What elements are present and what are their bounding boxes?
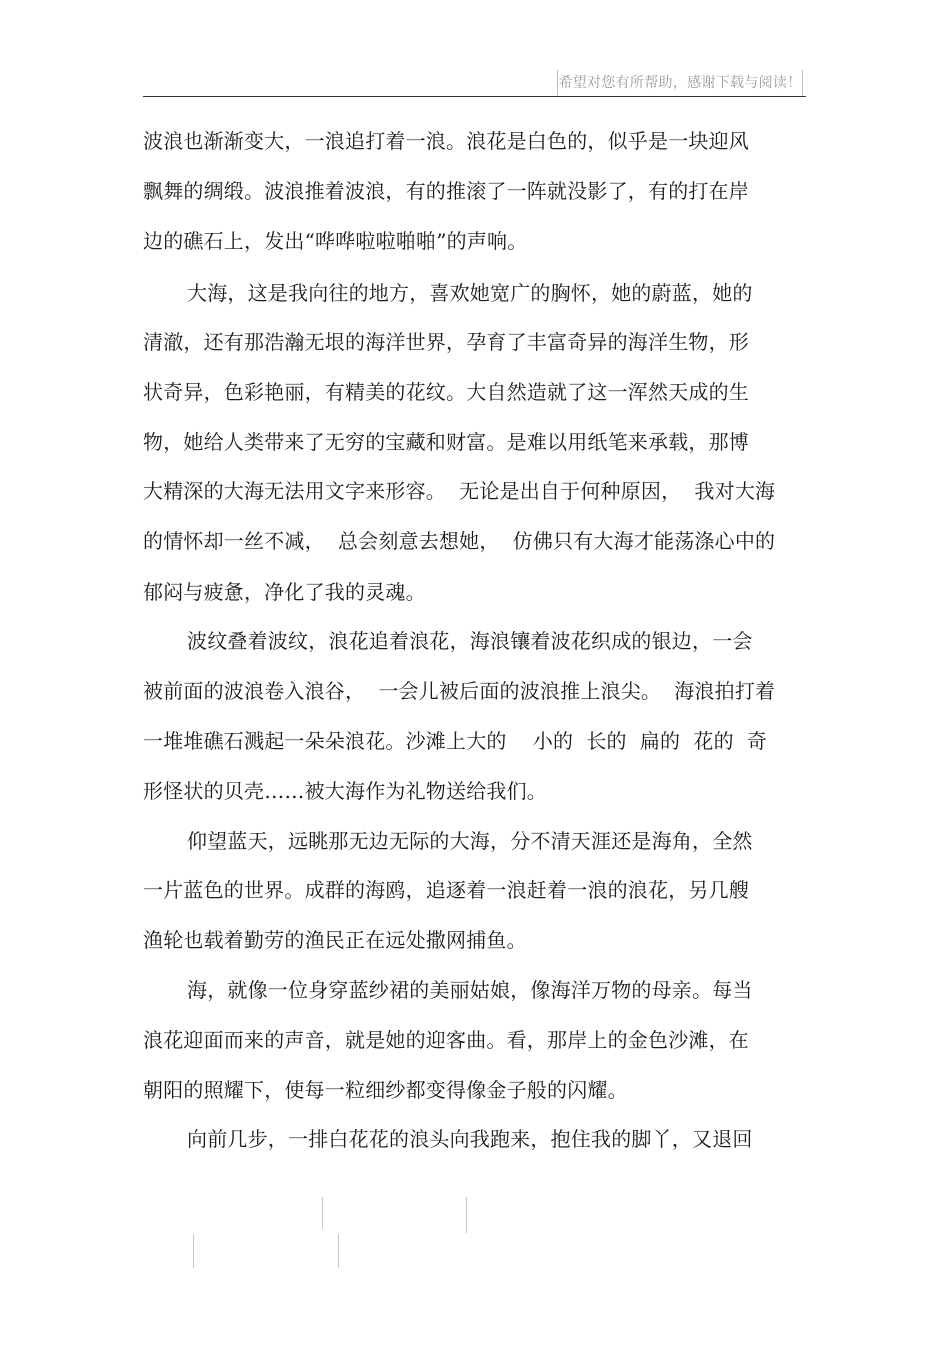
text-line: 状奇异，色彩艳丽，有精美的花纹。大自然造就了这一浑然天成的生 [143, 380, 749, 404]
text-line: 物，她给人类带来了无穷的宝藏和财富。是难以用纸笔来承载，那博 [143, 430, 749, 454]
text-line: 清澈，还有那浩瀚无垠的海洋世界，孕育了丰富奇异的海洋生物，形 [143, 330, 749, 354]
text-line: 飘舞的绸缎。波浪推着波浪，有的推滚了一阵就没影了，有的打在岸 [143, 179, 749, 203]
text-line: 郁闷与疲惫，净化了我的灵魂。 [143, 580, 426, 604]
scan-artifact-mark [322, 1197, 323, 1229]
text-line: 波浪也渐渐变大，一浪追打着一浪。浪花是白色的，似乎是一块迎风 [143, 129, 749, 153]
text-line: 朝阳的照耀下，使每一粒细纱都变得像金子般的闪耀。 [143, 1078, 628, 1102]
text-line: 形怪状的贝壳……被大海作为礼物送给我们。 [143, 779, 547, 803]
text-line: 一片蓝色的世界。成群的海鸥，追逐着一浪赶着一浪的浪花，另几艘 [143, 878, 749, 902]
text-line: 浪花迎面而来的声音，就是她的迎客曲。看，那岸上的金色沙滩，在 [143, 1028, 749, 1052]
header-note: 希望对您有所帮助，感谢下载与阅读！ [557, 70, 803, 96]
scan-artifact-mark [338, 1234, 339, 1268]
text-line: 边的礁石上，发出“哗哗啦啦啪啪”的声响。 [143, 229, 528, 253]
text-line: 的情怀却一丝不减， 总会刻意去想她， 仿佛只有大海才能荡涤心中的 [143, 529, 776, 553]
text-line: 大精深的大海无法用文字来形容。 无论是出自于何种原因， 我对大海 [143, 479, 776, 503]
text-line: 渔轮也载着勤劳的渔民正在远处撒网捕鱼。 [143, 928, 527, 952]
scan-artifact-mark [193, 1234, 194, 1268]
scan-artifact-mark [466, 1197, 467, 1233]
text-line: 大海，这是我向往的地方，喜欢她宽广的胸怀，她的蔚蓝，她的 [187, 281, 753, 305]
text-line: 被前面的波浪卷入浪谷， 一会儿被后面的波浪推上浪尖。 海浪拍打着 [143, 679, 776, 703]
text-line: 向前几步，一排白花花的浪头向我跑来，抱住我的脚丫，又退回 [187, 1127, 753, 1151]
text-line: 海，就像一位身穿蓝纱裙的美丽姑娘，像海洋万物的母亲。每当 [187, 978, 753, 1002]
text-line: 波纹叠着波纹，浪花追着浪花，海浪镶着波花织成的银边，一会 [187, 629, 753, 653]
header-rule [143, 96, 806, 97]
text-line: 一堆堆礁石溅起一朵朵浪花。沙滩上大的 小的 长的 扁的 花的 奇 [143, 729, 768, 753]
text-line: 仰望蓝天，远眺那无边无际的大海，分不清天涯还是海角，全然 [187, 829, 753, 853]
